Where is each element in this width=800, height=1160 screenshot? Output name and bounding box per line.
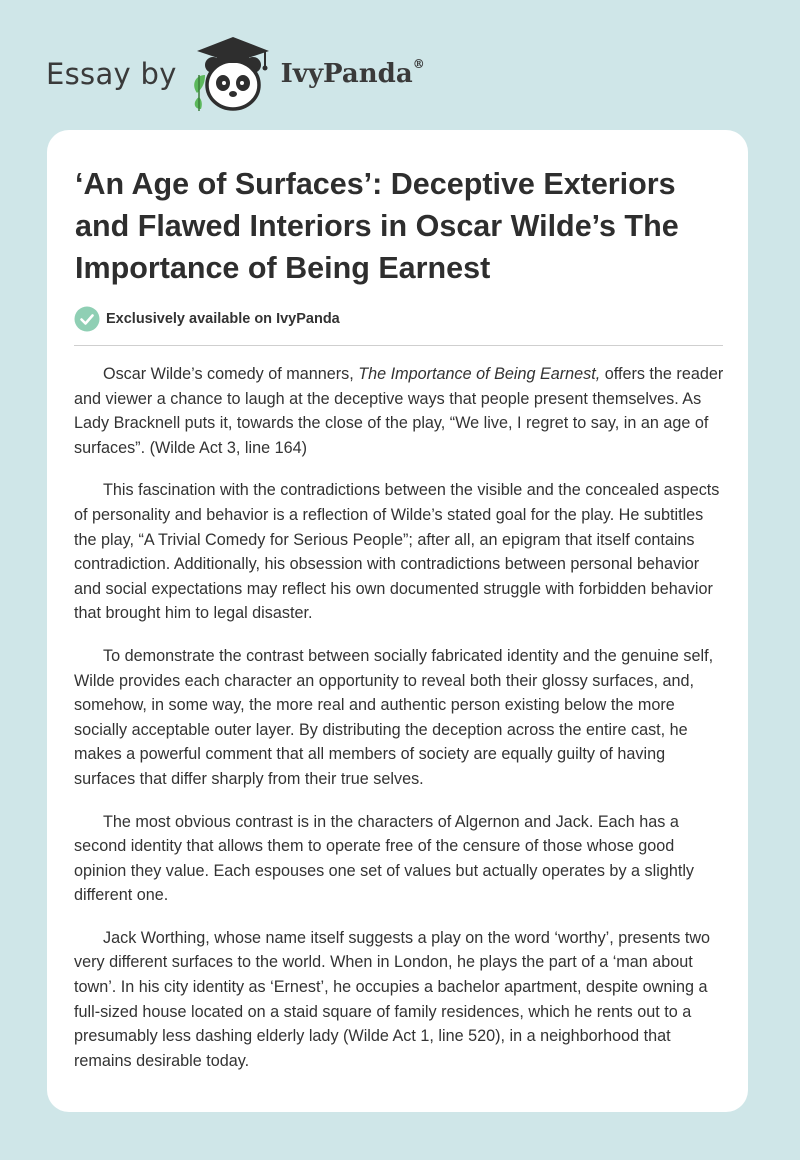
check-circle-icon xyxy=(74,306,100,332)
divider xyxy=(74,345,723,346)
paragraph-5: Jack Worthing, whose name itself suggests a play on the word ‘worthy’, presents two very different surfaces to the world. When in London, he plays the part of a ‘man about town’. In his city identity as ‘Ernest’, he occupies a bachelor apartment, despite owning a full-sized house located on a staid square of family residences, which he rents out to a presumably less dashing elderly lady (Wilde Act 1, line 520), in a neighborhood that remains desirable today. xyxy=(74,928,711,1070)
paragraph-4: The most obvious contrast is in the characters of Algernon and Jack. Each has a second identity that allows them to operate free of the censure of those whose good opinion they value. Each espouses one set of values but actually operates by a slightly different one. xyxy=(74,812,695,905)
essay-body xyxy=(74,362,726,1091)
essay-card xyxy=(47,130,748,1112)
brand-name[interactable]: IvyPanda® xyxy=(280,57,425,89)
paragraph-3: To demonstrate the contrast between socially fabricated identity and the genuine self, Wilde provides each character an opportunity to reveal both their glossy surfaces, and, somehow, in some way, the more real and authentic person existing below the more socially acceptable outer layer. By distributing the deception across the entire cast, he makes a powerful comment that all members of society are equally guilty of having surfaces that differ sharply from their true selves. xyxy=(74,646,714,788)
paragraph-1: Oscar Wilde’s comedy of manners, The Importance of Being Earnest, offers the reader and viewer a chance to laugh at the deceptive ways that people present themselves. As Lady Bracknell puts it, towards the close of the play, “We live, I regret to say, in an age of surfaces”. (Wilde Act 3, line 164) xyxy=(74,365,724,457)
essay-title: ‘An Age of Surfaces’: Deceptive Exteriors and Flawed Interiors in Oscar Wilde’s The Importance of Being Earnest xyxy=(75,167,679,285)
exclusive-badge-text: Exclusively available on IvyPanda xyxy=(106,311,340,327)
paragraph-2: This fascination with the contradictions between the visible and the concealed aspects of personality and behavior is a reflection of Wilde’s stated goal for the play. He subtitles the play, “A Trivial Comedy for Serious People”; after all, an epigram that itself contains contradiction. Additionally, his obsession with contradictions between personal behavior and social expectations may reflect his own documented struggle with forbidden behavior that brought him to legal disaster. xyxy=(74,481,720,623)
play-title-italic: The Importance of Being Earnest, xyxy=(358,365,601,383)
panda-logo-icon[interactable] xyxy=(187,35,279,113)
registered-mark: ® xyxy=(412,57,425,71)
exclusive-badge xyxy=(74,306,340,332)
site-header xyxy=(46,34,425,114)
essay-by-label: Essay by xyxy=(46,57,177,91)
